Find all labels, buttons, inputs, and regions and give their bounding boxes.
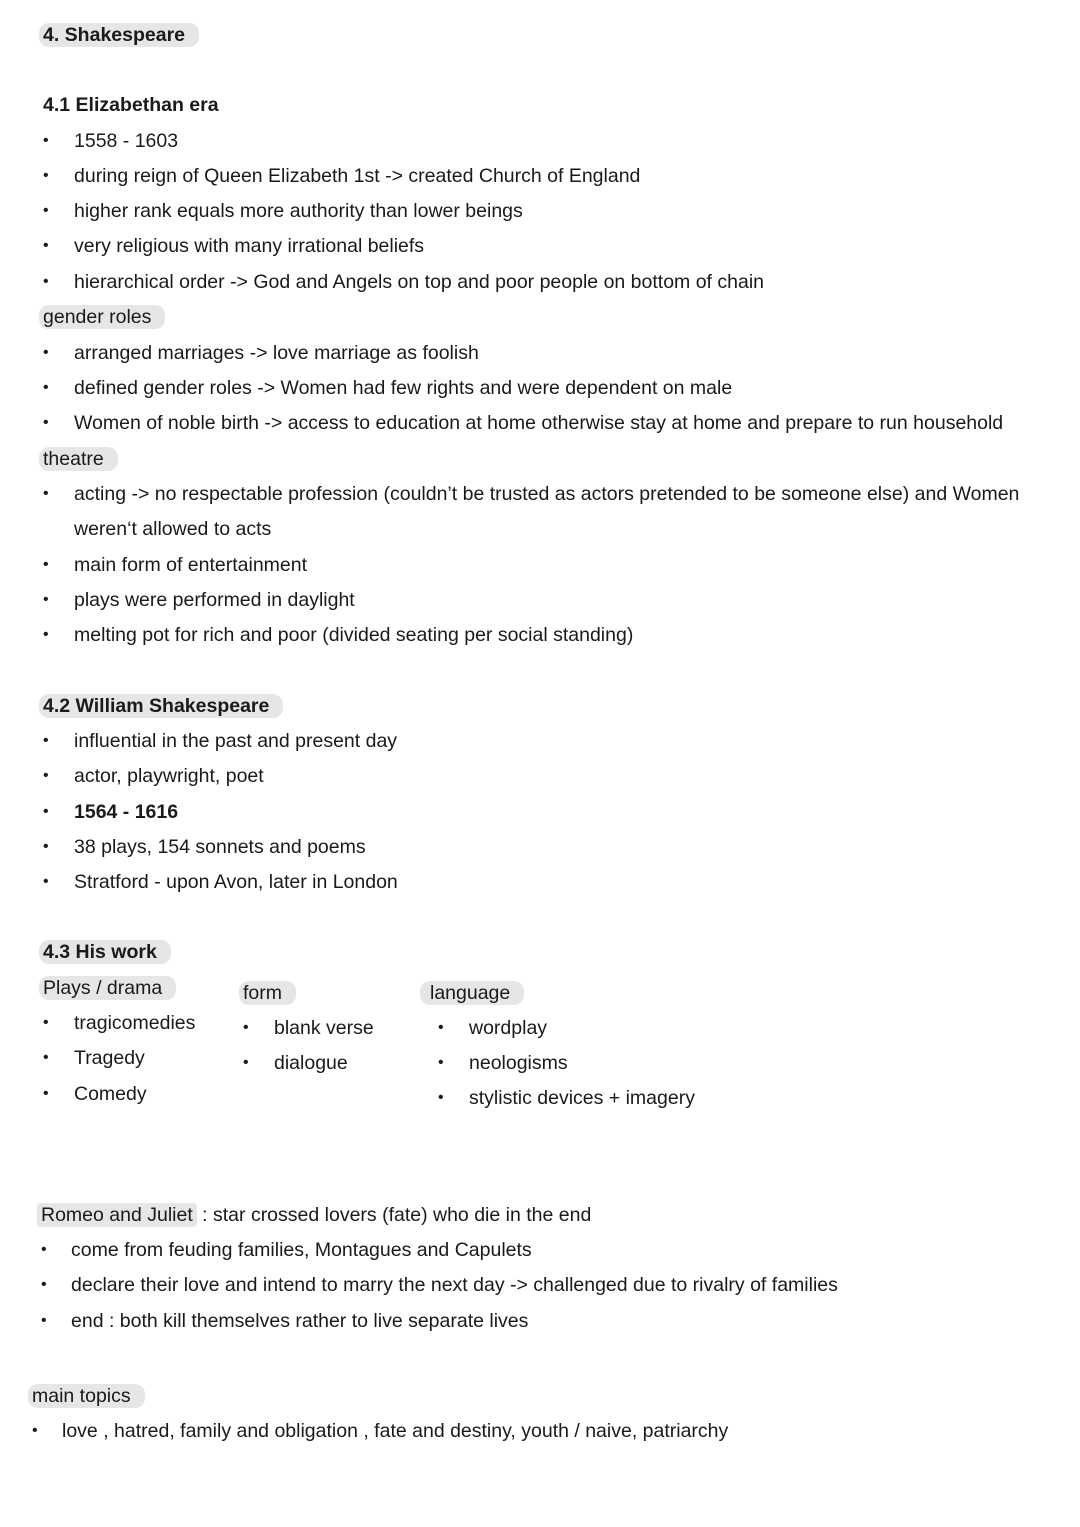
bullet-icon: • — [43, 414, 49, 431]
romeo-juliet-summary: Romeo and Juliet : star crossed lovers (fate) who die in the end — [41, 1203, 591, 1227]
section-heading-william-shakespeare: 4.2 William Shakespeare — [39, 694, 283, 718]
subheading-gender-roles: gender roles — [39, 305, 165, 329]
bullet-icon: • — [43, 1049, 49, 1066]
bullet-icon: • — [43, 237, 49, 254]
bullet-icon: • — [43, 767, 49, 784]
bullet-icon: • — [43, 803, 49, 820]
bullet-icon: • — [43, 873, 49, 890]
bullet-icon: • — [43, 626, 49, 643]
page-title: 4. Shakespeare — [39, 23, 199, 47]
bullet-icon: • — [243, 1054, 249, 1071]
bullet-icon: • — [41, 1276, 47, 1293]
bullet-icon: • — [43, 1014, 49, 1031]
bullet-icon: • — [243, 1019, 249, 1036]
bullet-icon: • — [43, 838, 49, 855]
bullet-icon: • — [32, 1422, 38, 1439]
romeo-juliet-label: Romeo and Juliet — [37, 1203, 197, 1227]
bullet-icon: • — [43, 167, 49, 184]
column-heading-language: language — [420, 981, 524, 1005]
bullet-icon: • — [43, 379, 49, 396]
bullet-icon: • — [43, 732, 49, 749]
bullet-icon: • — [43, 344, 49, 361]
bullet-icon: • — [41, 1241, 47, 1258]
bullet-icon: • — [43, 202, 49, 219]
section-heading-his-work: 4.3 His work — [39, 940, 171, 964]
bullet-icon: • — [43, 556, 49, 573]
bullet-icon: • — [43, 132, 49, 149]
bullet-icon: • — [41, 1312, 47, 1329]
bullet-icon: • — [43, 273, 49, 290]
bullet-icon: • — [43, 485, 49, 502]
bullet-icon: • — [438, 1054, 444, 1071]
bullet-icon: • — [438, 1089, 444, 1106]
subheading-theatre: theatre — [39, 447, 118, 471]
subheading-main-topics: main topics — [28, 1384, 145, 1408]
section-heading-elizabethan-era: 4.1 Elizabethan era — [43, 94, 219, 116]
bullet-icon: • — [43, 1085, 49, 1102]
column-heading-plays-drama: Plays / drama — [39, 976, 176, 1000]
document-page: 4. Shakespeare 4.1 Elizabethan era • 1558 - 1603 • during reign of Queen Elizabeth 1st -> created Church of England • higher rank equals more authority than lower beings • very religious with many irrational beliefs • hierarchical order -> God and Angels on top and poor people on bottom of chain gender roles • arranged marriages -> love marriage as foolish • defined gender roles -> Women had few rights and were dependent on male • Women of noble birth -> access to education at home otherwise stay at home and prepare to run household theatre • acting -> no respectable profession (couldn’t be trusted as actors pretended to be someone else) and Women weren‘t allowed to acts • main form of entertainment • plays were performed in daylight • melting pot for rich and poor (divided seating per social standing) 4.2 William Shakespeare • influential in the past and present day • actor, playwright, poet • 1564 - 1616 • 38 plays, 154 sonnets and poems • Stratford - upon Avon, later in London 4.3 His work Plays / drama • tragicomedies • Tragedy • Comedy form • blank verse • dialogue language • wordplay • neologisms • stylistic devices + imagery Romeo and Juliet : star crossed lovers (fate) who die in the end • come from feuding families, Montagues and Capulets • declare their love and intend to marry the next day -> challenged due to rivalry of families • end : both kill themselves rather to live separate lives main topics • love , hatred, family and obligation , fate and destiny, youth / naive, patriarchy — [0, 0, 1080, 1527]
bullet-icon: • — [438, 1019, 444, 1036]
column-heading-form: form — [239, 981, 296, 1005]
bullet-icon: • — [43, 591, 49, 608]
